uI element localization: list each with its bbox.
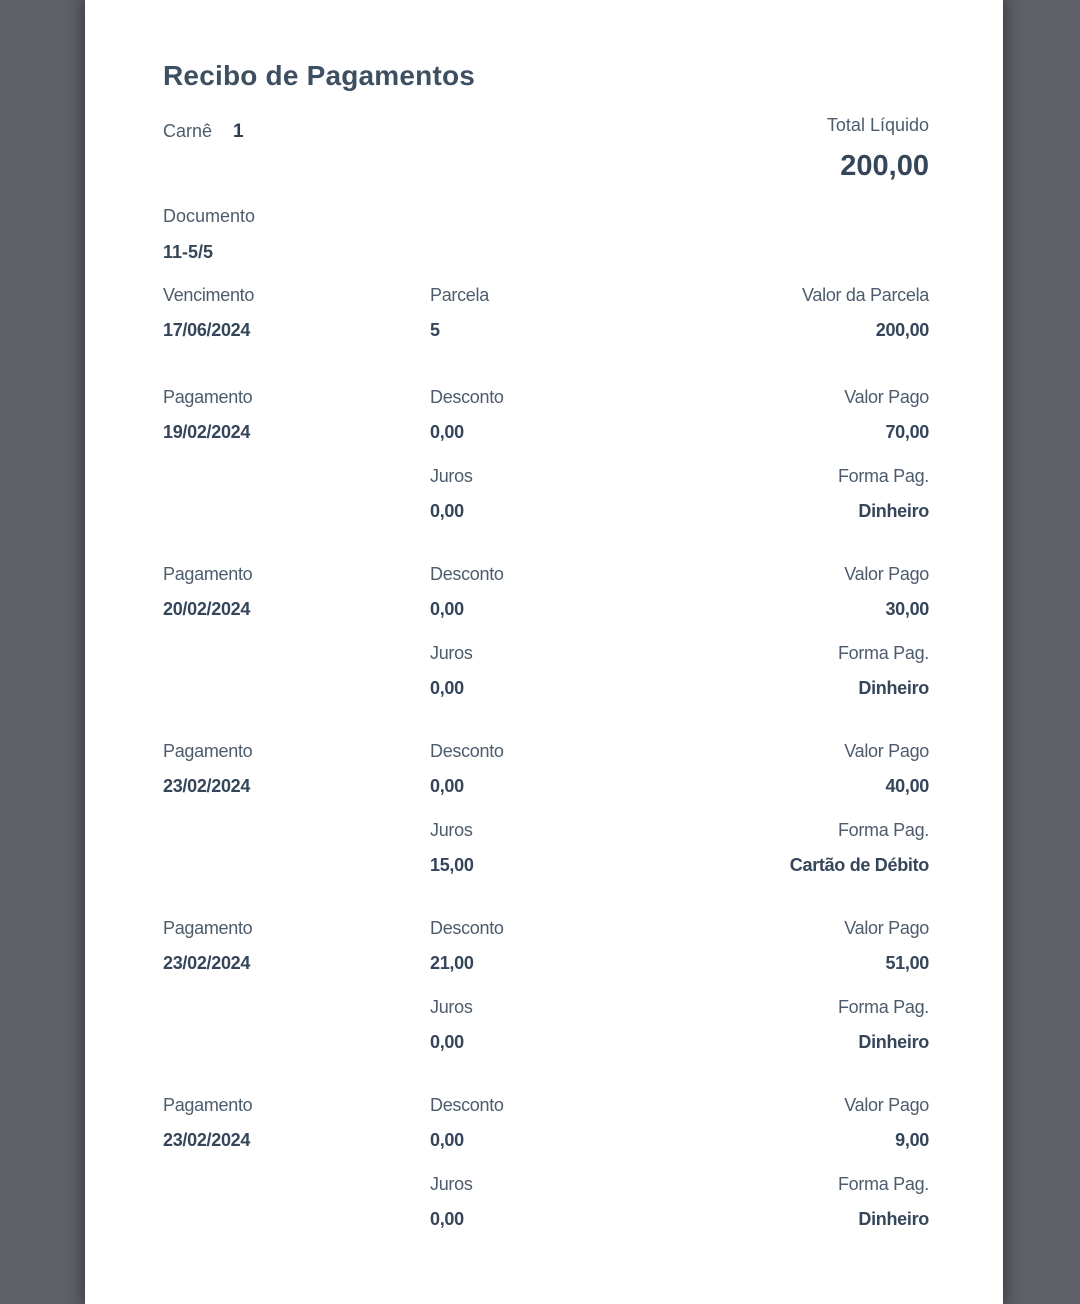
- forma-pag-label: Forma Pag.: [837, 820, 929, 840]
- payments-list: [163, 386, 929, 1230]
- payment-subvalues-row: [163, 1031, 929, 1053]
- forma-pag-value: Dinheiro: [858, 1032, 929, 1052]
- installment-block: [163, 284, 929, 341]
- page-title: Recibo de Pagamentos: [163, 60, 476, 91]
- installment-values-row: [163, 319, 929, 341]
- valor-parcela-label: Valor da Parcela: [802, 285, 929, 305]
- pagamento-label: Pagamento: [163, 1095, 253, 1115]
- payment-labels-row: [163, 917, 929, 939]
- juros-value: 0,00: [430, 501, 464, 521]
- payment-values-row: [163, 1129, 929, 1151]
- desconto-value: 0,00: [430, 1130, 464, 1150]
- juros-label: Juros: [430, 466, 473, 486]
- desconto-value: 0,00: [430, 776, 464, 796]
- juros-value: 0,00: [430, 1209, 464, 1229]
- payment-labels-row: [163, 386, 929, 408]
- desconto-value: 0,00: [430, 422, 464, 442]
- valor-pago-label: Valor Pago: [844, 741, 929, 761]
- desconto-label: Desconto: [430, 1095, 504, 1115]
- forma-pag-label: Forma Pag.: [837, 466, 929, 486]
- carne-field: [163, 114, 244, 143]
- payment-sublabels-row: [163, 642, 929, 664]
- pagamento-value: 23/02/2024: [163, 776, 251, 796]
- pagamento-label: Pagamento: [163, 564, 253, 584]
- forma-pag-value: Dinheiro: [858, 678, 929, 698]
- documento-field: [163, 205, 929, 263]
- forma-pag-value: Dinheiro: [858, 501, 929, 521]
- pagamento-value: 23/02/2024: [163, 1130, 251, 1150]
- juros-label: Juros: [430, 1174, 473, 1194]
- payment-labels-row: [163, 740, 929, 762]
- documento-value: 11-5/5: [163, 242, 214, 262]
- pagamento-value: 20/02/2024: [163, 599, 251, 619]
- valor-parcela-value: 200,00: [875, 320, 929, 340]
- total-liquido-value: 200,00: [840, 150, 929, 182]
- total-liquido-field: [827, 114, 929, 184]
- payment-sublabels-row: [163, 996, 929, 1018]
- forma-pag-value: Cartão de Débito: [789, 855, 929, 875]
- forma-pag-label: Forma Pag.: [837, 997, 929, 1017]
- forma-pag-value: Dinheiro: [858, 1209, 929, 1229]
- payment-block: [163, 1094, 929, 1230]
- payment-labels-row: [163, 563, 929, 585]
- pagamento-label: Pagamento: [163, 387, 253, 407]
- pagamento-label: Pagamento: [163, 918, 253, 938]
- valor-pago-value: 51,00: [885, 953, 929, 973]
- parcela-value: 5: [430, 320, 440, 340]
- valor-pago-label: Valor Pago: [844, 1095, 929, 1115]
- receipt-page: [85, 0, 1003, 1304]
- payment-labels-row: [163, 1094, 929, 1116]
- valor-pago-value: 9,00: [895, 1130, 929, 1150]
- parcela-label: Parcela: [430, 285, 489, 305]
- payment-block: [163, 386, 929, 522]
- payment-values-row: [163, 598, 929, 620]
- desconto-value: 0,00: [430, 599, 464, 619]
- pagamento-value: 19/02/2024: [163, 422, 251, 442]
- payment-block: [163, 563, 929, 699]
- juros-value: 15,00: [430, 855, 474, 875]
- juros-label: Juros: [430, 820, 473, 840]
- documento-label: Documento: [163, 206, 256, 226]
- forma-pag-label: Forma Pag.: [837, 1174, 929, 1194]
- payment-subvalues-row: [163, 854, 929, 876]
- payment-values-row: [163, 421, 929, 443]
- payment-subvalues-row: [163, 500, 929, 522]
- valor-pago-value: 70,00: [885, 422, 929, 442]
- valor-pago-value: 30,00: [885, 599, 929, 619]
- payment-sublabels-row: [163, 465, 929, 487]
- pagamento-label: Pagamento: [163, 741, 253, 761]
- juros-value: 0,00: [430, 1032, 464, 1052]
- desconto-label: Desconto: [430, 387, 504, 407]
- desconto-label: Desconto: [430, 918, 504, 938]
- desconto-value: 21,00: [430, 953, 474, 973]
- desconto-label: Desconto: [430, 741, 504, 761]
- payment-block: [163, 917, 929, 1053]
- desconto-label: Desconto: [430, 564, 504, 584]
- payment-values-row: [163, 775, 929, 797]
- payment-subvalues-row: [163, 1208, 929, 1230]
- juros-label: Juros: [430, 997, 473, 1017]
- forma-pag-label: Forma Pag.: [837, 643, 929, 663]
- payment-subvalues-row: [163, 677, 929, 699]
- vencimento-value: 17/06/2024: [163, 320, 251, 340]
- payment-sublabels-row: [163, 819, 929, 841]
- pagamento-value: 23/02/2024: [163, 953, 251, 973]
- payment-sublabels-row: [163, 1173, 929, 1195]
- vencimento-label: Vencimento: [163, 285, 255, 305]
- valor-pago-label: Valor Pago: [844, 564, 929, 584]
- carne-value: 1: [233, 121, 244, 142]
- carne-label: Carnê: [163, 121, 213, 141]
- payment-block: [163, 740, 929, 876]
- receipt-header: [163, 114, 929, 184]
- juros-label: Juros: [430, 643, 473, 663]
- payment-values-row: [163, 952, 929, 974]
- juros-value: 0,00: [430, 678, 464, 698]
- total-liquido-label: Total Líquido: [826, 115, 929, 135]
- valor-pago-value: 40,00: [885, 776, 929, 796]
- valor-pago-label: Valor Pago: [844, 387, 929, 407]
- valor-pago-label: Valor Pago: [844, 918, 929, 938]
- installment-labels-row: [163, 284, 929, 306]
